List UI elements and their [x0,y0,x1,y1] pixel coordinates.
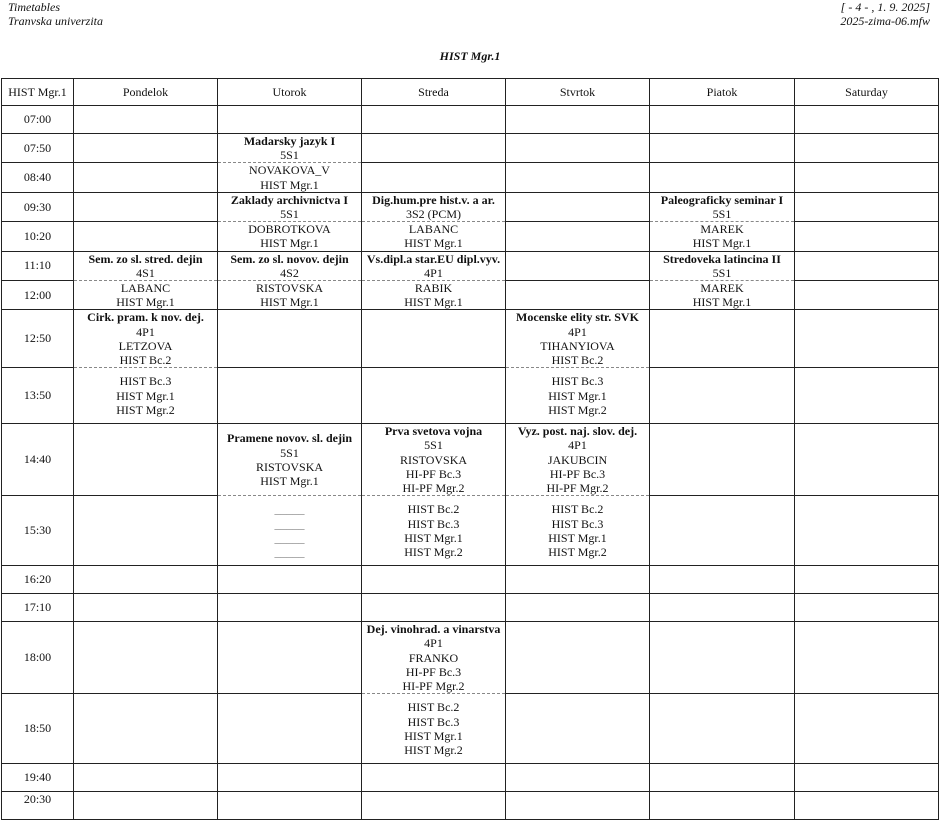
lesson-detail: HIST Mgr.2 [404,742,463,757]
lesson-title: Vs.dipl.a star.EU dipl.vyv. [366,251,501,266]
lesson-detail: HIST Mgr.1 [404,236,463,251]
empty-slot [795,622,939,694]
lesson-detail: 5S1 [280,445,299,460]
lesson-detail: 5S1 [424,438,443,453]
header-version: [ - 4 - , 1. 9. 2025] [840,0,930,14]
lesson-detail: RABIK [414,281,453,296]
empty-slot [650,106,795,134]
empty-slot [650,622,795,694]
lesson-cell[interactable] [74,251,218,280]
empty-slot [795,764,939,792]
lesson-cell[interactable] [74,310,218,368]
time-label: 07:50 [2,134,74,163]
empty-slot [506,622,650,694]
empty-slot [650,368,795,424]
empty-slot [650,792,795,820]
empty-slot [795,251,939,280]
lesson-cell[interactable] [650,251,795,280]
time-label: 18:50 [2,694,74,764]
time-label: 07:00 [2,106,74,134]
lesson-detail: HIST Bc.3 [551,516,604,531]
empty-slot [74,792,218,820]
lesson-detail: HIST Bc.3 [407,516,460,531]
time-label: 20:30 [2,792,74,820]
lesson-title: Paleograficky seminar I [660,192,784,207]
lesson-detail: _____ [274,544,305,559]
column-header-tuesday: Utorok [218,79,362,106]
lesson-cell[interactable] [218,496,362,566]
lesson-detail: 4P1 [568,324,587,339]
table-row [2,106,939,134]
table-row [2,594,939,622]
empty-slot [74,222,218,251]
table-row [2,281,939,310]
empty-slot [506,594,650,622]
empty-slot [650,310,795,368]
table-row [2,792,939,820]
lesson-detail: LABANC [408,222,459,237]
lesson-cell[interactable] [362,251,506,280]
header-filename: 2025-zima-06.mfw [840,14,930,28]
table-row [2,566,939,594]
empty-slot [74,496,218,566]
empty-slot [650,694,795,764]
column-header-monday: Pondelok [74,79,218,106]
lesson-cell[interactable] [362,192,506,221]
lesson-cell[interactable] [650,192,795,221]
table-row [2,222,939,251]
lesson-detail: _____ [274,502,305,517]
time-label: 16:20 [2,566,74,594]
lesson-title: Dig.hum.pre hist.v. a ar. [372,192,495,207]
empty-slot [506,106,650,134]
empty-slot [362,106,506,134]
lesson-cell[interactable] [74,368,218,424]
lesson-title: Vyz. post. naj. slov. dej. [517,424,638,439]
table-row [2,134,939,163]
lesson-detail: LETZOVA [118,338,173,353]
time-label: 10:20 [2,222,74,251]
lesson-detail: MAREK [700,222,744,237]
lesson-detail: HI-PF Mgr.2 [402,679,465,694]
empty-slot [218,764,362,792]
empty-slot [362,134,506,163]
lesson-cell[interactable] [362,496,506,566]
lesson-cell[interactable] [74,281,218,310]
empty-slot [74,163,218,192]
empty-slot [74,106,218,134]
empty-slot [650,424,795,496]
table-row [2,251,939,280]
lesson-cell[interactable] [218,222,362,251]
table-row [2,424,939,496]
empty-slot [362,792,506,820]
time-label: 12:00 [2,281,74,310]
lesson-detail: DOBROTKOVA [248,222,331,237]
lesson-title: Prva svetova vojna [384,424,483,439]
lesson-title: Sem. zo sl. novov. dejin [230,251,349,266]
empty-slot [218,694,362,764]
empty-slot [795,310,939,368]
table-row [2,163,939,192]
empty-slot [218,310,362,368]
lesson-cell[interactable] [362,424,506,496]
empty-slot [506,192,650,221]
empty-slot [506,222,650,251]
empty-slot [795,792,939,820]
lesson-detail: 4P1 [136,324,155,339]
empty-slot [74,694,218,764]
time-label: 12:50 [2,310,74,368]
lesson-cell[interactable] [362,622,506,694]
lesson-detail: HI-PF Bc.3 [549,466,606,481]
empty-slot [218,566,362,594]
lesson-detail: JAKUBCIN [547,452,608,467]
lesson-detail: MAREK [700,281,744,296]
lesson-detail: LABANC [120,281,171,296]
empty-slot [795,496,939,566]
empty-slot [650,496,795,566]
lesson-detail: 5S1 [280,148,299,163]
header-app-name: Timetables [8,0,61,14]
lesson-cell[interactable] [506,310,650,368]
lesson-cell[interactable] [218,134,362,163]
lesson-detail: 4P1 [424,265,443,280]
lesson-cell[interactable] [506,496,650,566]
lesson-detail: 5S1 [712,265,732,280]
lesson-cell[interactable] [218,163,362,192]
empty-slot [506,694,650,764]
lesson-detail: HI-PF Mgr.2 [546,481,609,496]
lesson-detail: HIST Mgr.1 [404,530,463,545]
empty-slot [650,134,795,163]
lesson-detail: RISTOVSKA [255,281,324,296]
empty-slot [795,594,939,622]
empty-slot [218,622,362,694]
empty-slot [362,368,506,424]
empty-slot [795,694,939,764]
lesson-detail: 4P1 [424,636,443,651]
time-label: 19:40 [2,764,74,792]
time-label: 17:10 [2,594,74,622]
lesson-detail: HIST Bc.2 [551,502,604,517]
empty-slot [362,566,506,594]
lesson-detail: HIST Mgr.1 [116,295,175,310]
lesson-detail: HI-PF Mgr.2 [402,481,465,496]
lesson-detail: HIST Mgr.1 [548,530,607,545]
empty-slot [362,594,506,622]
column-header-friday: Piatok [650,79,795,106]
timetable [1,78,939,820]
table-row [2,622,939,694]
time-label: 11:10 [2,251,74,280]
lesson-detail: HIST Mgr.1 [260,177,319,192]
empty-slot [74,192,218,221]
lesson-title: Sem. zo sl. stred. dejin [88,251,203,266]
lesson-cell[interactable] [650,222,795,251]
empty-slot [795,106,939,134]
table-row [2,192,939,221]
empty-slot [362,163,506,192]
empty-slot [506,566,650,594]
header-row [2,79,939,106]
lesson-detail: HIST Mgr.2 [116,402,175,417]
lesson-detail: _____ [274,516,305,531]
empty-slot [506,281,650,310]
lesson-cell[interactable] [362,694,506,764]
lesson-detail: 5S1 [712,207,732,222]
lesson-detail: HIST Mgr.2 [548,544,607,559]
empty-slot [650,163,795,192]
lesson-title: Pramene novov. sl. dejin [227,431,352,446]
lesson-detail: HIST Mgr.1 [548,388,607,403]
lesson-title: Dej. vinohrad. a vinarstva [366,622,501,637]
empty-slot [795,134,939,163]
empty-slot [74,134,218,163]
empty-slot [506,251,650,280]
column-header-wednesday: Streda [362,79,506,106]
time-label: 15:30 [2,496,74,566]
header-right [840,0,930,28]
lesson-detail: HIST Mgr.1 [692,295,752,310]
empty-slot [795,192,939,221]
empty-slot [362,310,506,368]
empty-slot [795,424,939,496]
empty-slot [650,594,795,622]
column-header-thursday: Stvrtok [506,79,650,106]
lesson-detail: HIST Bc.3 [119,374,172,389]
column-header-saturday: Saturday [795,79,939,106]
empty-slot [506,792,650,820]
empty-slot [218,368,362,424]
lesson-detail: NOVAKOVA_V [249,163,330,178]
lesson-detail: HIST Bc.2 [119,353,172,368]
empty-slot [218,106,362,134]
lesson-detail: _____ [274,530,305,545]
empty-slot [506,134,650,163]
lesson-cell[interactable] [506,424,650,496]
table-row [2,310,939,368]
empty-slot [506,764,650,792]
lesson-detail: HIST Bc.2 [407,700,460,715]
lesson-detail: HIST Bc.2 [407,502,460,517]
lesson-cell[interactable] [506,368,650,424]
empty-slot [650,764,795,792]
lesson-title: Stredoveka latincina II [663,251,781,266]
lesson-title: Mocenske elity str. SVK [516,310,639,325]
time-label: 08:40 [2,163,74,192]
lesson-cell[interactable] [218,281,362,310]
lesson-detail: HI-PF Bc.3 [405,664,462,679]
lesson-detail: HIST Mgr.1 [692,236,752,251]
table-row [2,496,939,566]
lesson-detail: HIST Mgr.2 [404,544,463,559]
lesson-cell[interactable] [218,424,362,496]
lesson-detail: HIST Bc.3 [551,374,604,389]
lesson-cell[interactable] [650,281,795,310]
lesson-detail: 3S2 (PCM) [405,207,461,222]
lesson-detail: HIST Mgr.1 [260,473,319,488]
lesson-detail: HIST Bc.2 [551,353,604,368]
lesson-detail: 4S2 [280,265,299,280]
header-university: Tranvska univerzita [8,14,103,28]
empty-slot [74,622,218,694]
empty-slot [650,566,795,594]
empty-slot [795,566,939,594]
table-row [2,764,939,792]
empty-slot [74,594,218,622]
lesson-detail: RISTOVSKA [255,459,324,474]
lesson-title: Cirk. pram. k nov. dej. [87,310,204,325]
table-row [2,694,939,764]
lesson-detail: TIHANYIOVA [540,338,615,353]
lesson-detail: HI-PF Bc.3 [405,466,462,481]
lesson-cell[interactable] [362,222,506,251]
header-left [8,0,103,28]
column-header-group: HIST Mgr.1 [2,79,74,106]
lesson-detail: FRANKO [408,650,459,665]
lesson-detail: HIST Mgr.1 [260,236,319,251]
time-label: 18:00 [2,622,74,694]
empty-slot [74,566,218,594]
empty-slot [218,792,362,820]
lesson-detail: HIST Mgr.1 [260,295,319,310]
lesson-detail: HIST Mgr.1 [404,728,463,743]
empty-slot [795,281,939,310]
lesson-title: Madarsky jazyk I [243,134,336,148]
lesson-detail: 5S1 [280,207,299,222]
time-label: 14:40 [2,424,74,496]
empty-slot [218,594,362,622]
empty-slot [506,163,650,192]
lesson-cell[interactable] [218,251,362,280]
empty-slot [795,163,939,192]
page-title: HIST Mgr.1 [439,49,501,63]
lesson-cell[interactable] [362,281,506,310]
lesson-detail: RISTOVSKA [399,452,468,467]
empty-slot [74,424,218,496]
lesson-detail: HIST Mgr.1 [116,388,175,403]
lesson-detail: 4S1 [136,265,155,280]
lesson-detail: HIST Mgr.1 [404,295,463,310]
lesson-cell[interactable] [218,192,362,221]
empty-slot [362,764,506,792]
empty-slot [795,368,939,424]
lesson-detail: HIST Mgr.2 [548,402,607,417]
lesson-detail: 4P1 [568,438,587,453]
table-row [2,368,939,424]
empty-slot [795,222,939,251]
time-label: 09:30 [2,192,74,221]
empty-slot [74,764,218,792]
lesson-title: Zaklady archivnictva I [230,192,349,207]
time-label: 13:50 [2,368,74,424]
lesson-detail: HIST Bc.3 [407,714,460,729]
